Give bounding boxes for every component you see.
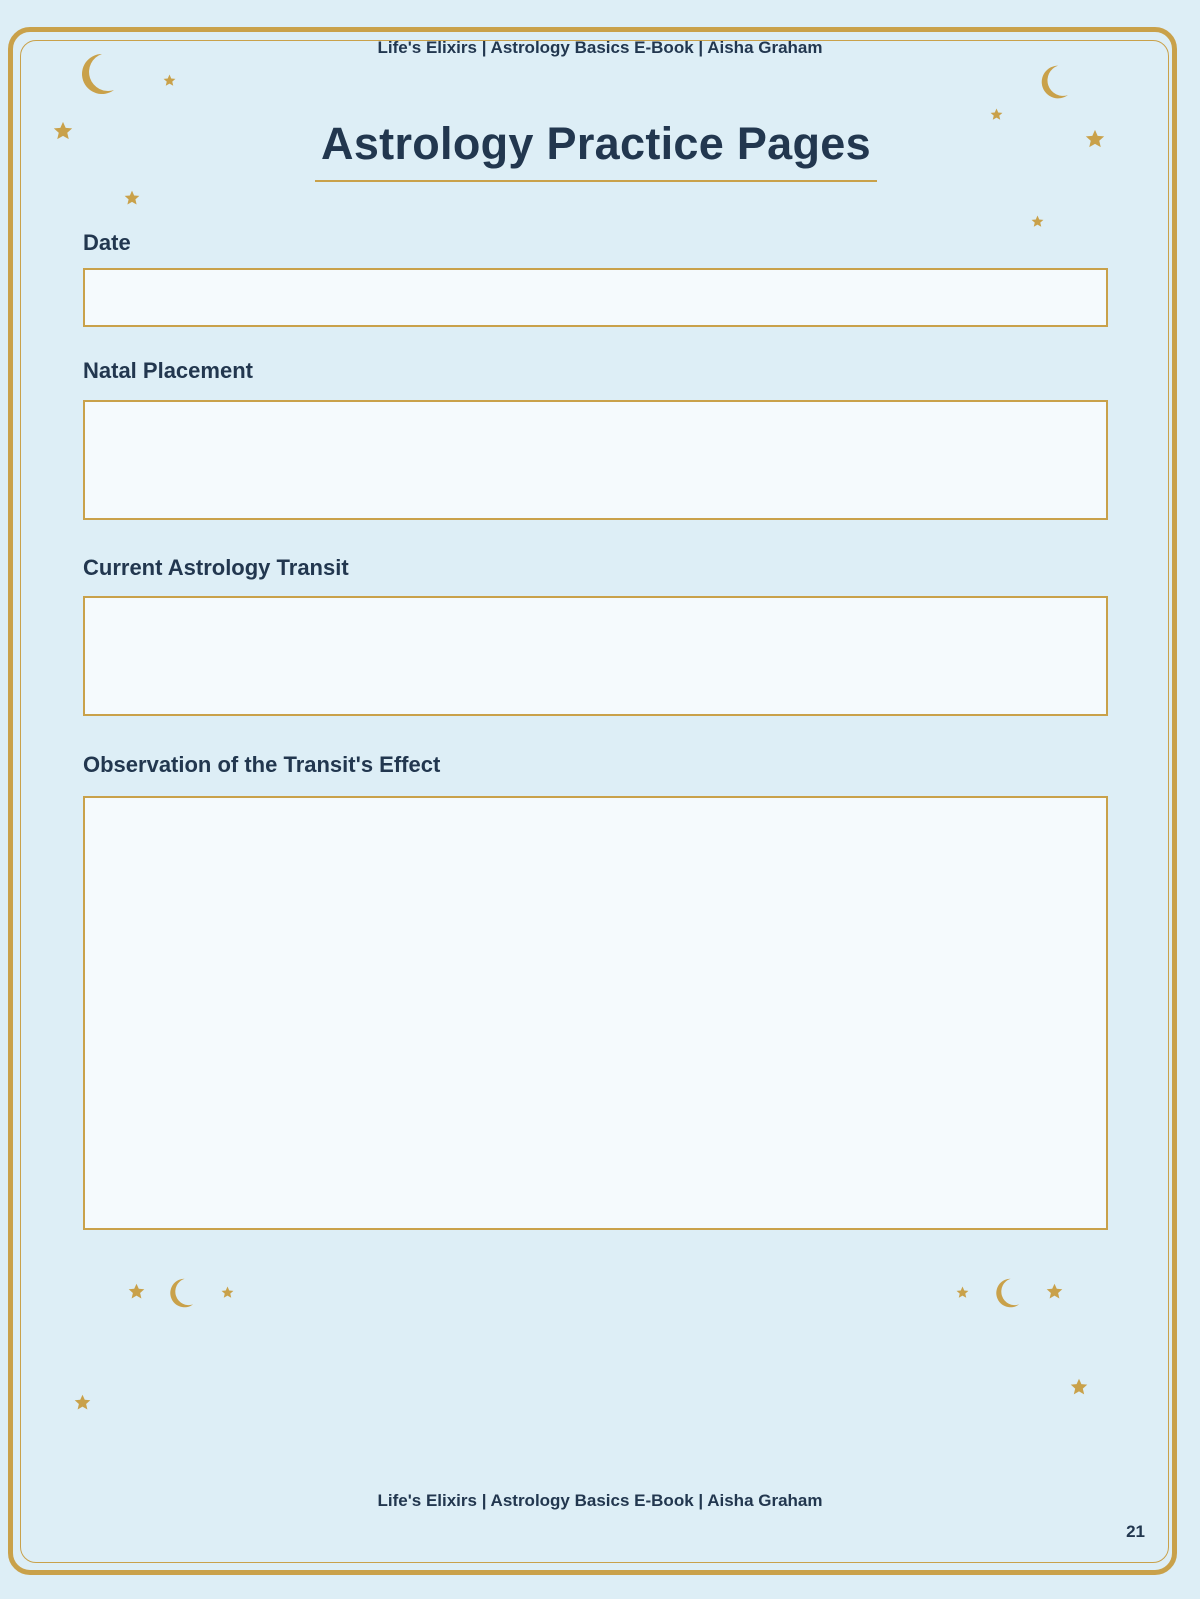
observation-field[interactable] — [83, 796, 1108, 1230]
crescent-moon-icon — [1036, 64, 1072, 100]
title-underline — [315, 180, 877, 182]
page-title: Astrology Practice Pages — [321, 118, 871, 169]
observation-label: Observation of the Transit's Effect — [83, 752, 441, 777]
star-icon — [990, 108, 1003, 121]
star-icon — [128, 1283, 145, 1300]
star-icon — [1070, 1378, 1088, 1396]
star-icon — [1031, 215, 1044, 228]
current-transit-field[interactable] — [83, 596, 1108, 716]
date-label: Date — [83, 230, 131, 255]
star-icon — [956, 1286, 969, 1299]
running-header: Life's Elixirs | Astrology Basics E-Book | Aisha Graham — [377, 38, 823, 57]
crescent-moon-icon — [76, 52, 118, 96]
star-icon — [1046, 1283, 1063, 1300]
page-number: 21 — [1126, 1522, 1145, 1541]
star-icon — [163, 74, 176, 87]
star-icon — [124, 190, 140, 206]
natal-placement-field[interactable] — [83, 400, 1108, 520]
crescent-moon-icon — [992, 1277, 1022, 1309]
star-icon — [74, 1394, 91, 1411]
star-icon — [53, 121, 73, 141]
star-icon — [1085, 129, 1105, 149]
current-transit-label: Current Astrology Transit — [83, 555, 349, 580]
natal-placement-label: Natal Placement — [83, 358, 253, 383]
star-icon — [221, 1286, 234, 1299]
date-field[interactable] — [83, 268, 1108, 327]
running-footer: Life's Elixirs | Astrology Basics E-Book | Aisha Graham — [377, 1491, 823, 1510]
crescent-moon-icon — [166, 1277, 196, 1309]
